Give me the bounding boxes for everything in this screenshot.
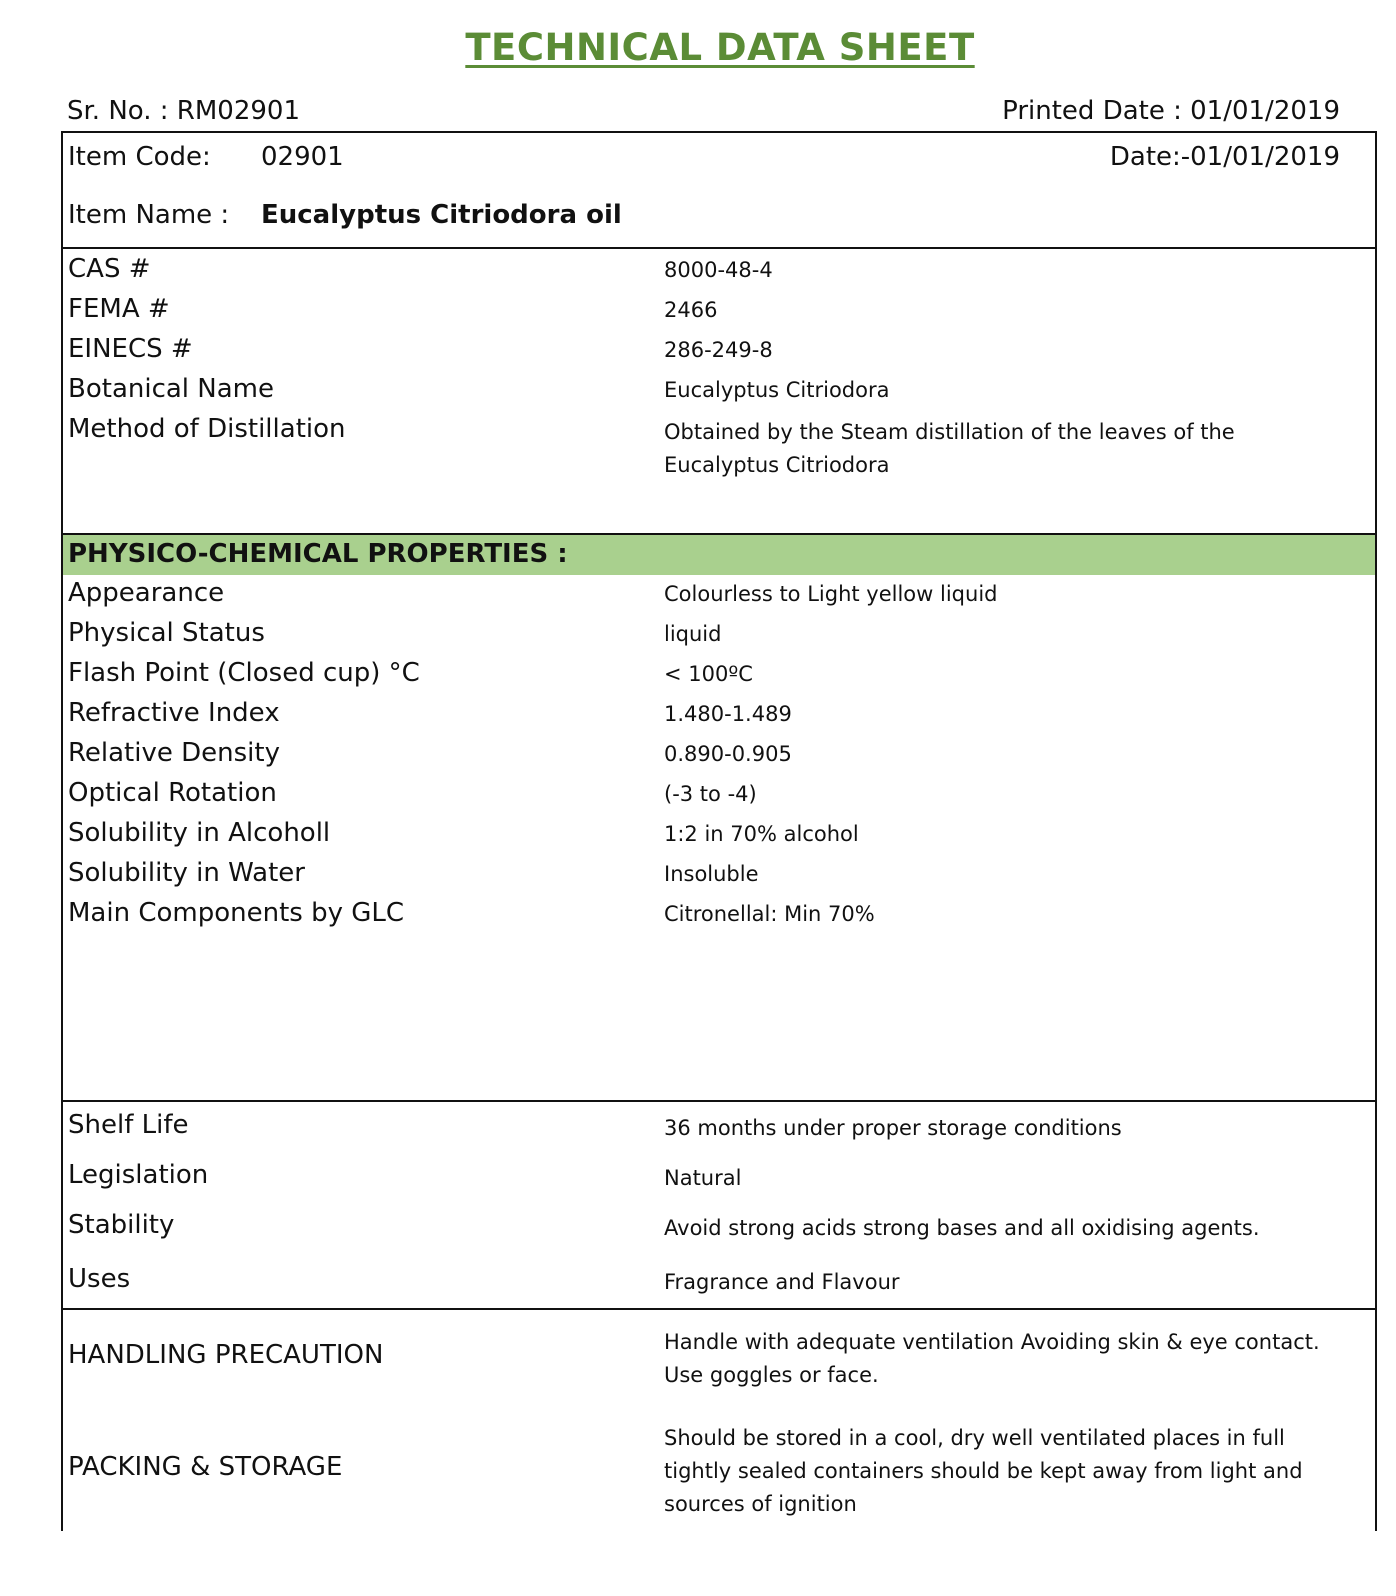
handling-label: HANDLING PRECAUTION <box>68 1340 384 1370</box>
property-label: Main Components by GLC <box>68 898 405 928</box>
serial-number: Sr. No. : RM02901 <box>67 96 300 126</box>
property-label: Flash Point (Closed cup) °C <box>68 658 420 688</box>
packing-label: PACKING & STORAGE <box>68 1452 343 1482</box>
section-title: PHYSICO-CHEMICAL PROPERTIES : <box>68 539 568 569</box>
cas-label: CAS # <box>68 254 151 284</box>
divider <box>61 247 1377 249</box>
einecs-label: EINECS # <box>68 334 193 364</box>
distillation-value: Obtained by the Steam distillation of the leaves of the Eucalyptus Citriodora <box>664 420 1235 477</box>
distillation-label: Method of Distillation <box>68 414 346 444</box>
property-value: 1:2 in 70% alcohol <box>664 822 859 846</box>
stability-value: Avoid strong acids strong bases and all oxidising agents. <box>664 1216 1260 1240</box>
section-header <box>63 535 1375 575</box>
property-value: Citronellal: Min 70% <box>664 902 875 926</box>
uses-value: Fragrance and Flavour <box>664 1270 900 1294</box>
property-label: Solubility in Water <box>68 858 305 888</box>
fema-value: 2466 <box>664 298 718 322</box>
printed-date: Printed Date : 01/01/2019 <box>1002 96 1340 126</box>
property-label: Optical Rotation <box>68 778 277 808</box>
property-value: 1.480-1.489 <box>664 702 792 726</box>
item-code-value: 02901 <box>261 142 344 172</box>
legislation-label: Legislation <box>68 1160 209 1190</box>
property-value: (-3 to -4) <box>664 782 757 806</box>
stability-label: Stability <box>68 1210 175 1240</box>
item-name-value: Eucalyptus Citriodora oil <box>261 200 622 230</box>
property-label: Physical Status <box>68 618 265 648</box>
sheet-date: Date:-01/01/2019 <box>1109 142 1340 172</box>
einecs-value: 286-249-8 <box>664 338 773 362</box>
botanical-name-label: Botanical Name <box>68 374 274 404</box>
fema-label: FEMA # <box>68 294 170 324</box>
item-code-label: Item Code: <box>68 142 211 172</box>
property-label: Solubility in Alcoholl <box>68 818 331 848</box>
property-label: Relative Density <box>68 738 280 768</box>
legislation-value: Natural <box>664 1166 742 1190</box>
shelf-life-label: Shelf Life <box>68 1110 189 1140</box>
divider <box>61 1100 1377 1102</box>
cas-value: 8000-48-4 <box>664 258 773 282</box>
uses-label: Uses <box>68 1264 131 1294</box>
property-value: Insoluble <box>664 862 759 886</box>
document-title: TECHNICAL DATA SHEET <box>465 26 975 69</box>
item-name-label: Item Name : <box>68 200 230 230</box>
handling-value: Handle with adequate ventilation Avoiding skin & eye contact. Use goggles or face. <box>664 1330 1320 1387</box>
botanical-name-value: Eucalyptus Citriodora <box>664 378 890 402</box>
shelf-life-value: 36 months under proper storage conditions <box>664 1116 1122 1140</box>
property-value: Colourless to Light yellow liquid <box>664 582 998 606</box>
property-value: liquid <box>664 622 722 646</box>
property-value: < 100ºC <box>664 662 753 686</box>
property-label: Refractive Index <box>68 698 280 728</box>
property-value: 0.890-0.905 <box>664 742 792 766</box>
divider <box>61 1308 1377 1310</box>
packing-value: Should be stored in a cool, dry well ventilated places in full tightly sealed containers should be kept away from light and sources of ignition <box>664 1426 1303 1516</box>
property-label: Appearance <box>68 578 225 608</box>
